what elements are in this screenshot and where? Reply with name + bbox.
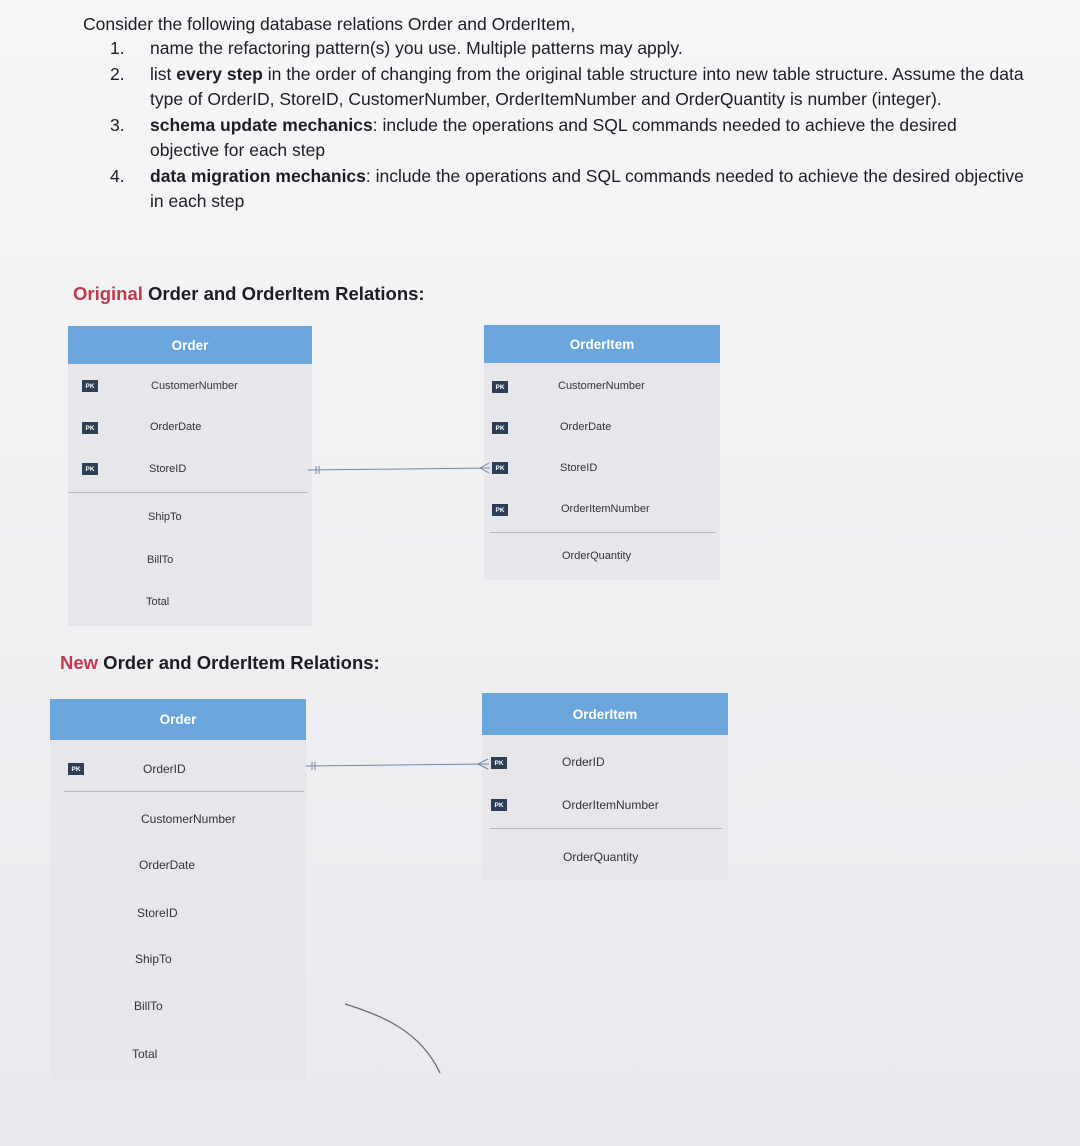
pk-badge: PK bbox=[492, 422, 508, 434]
field-customernumber: CustomerNumber bbox=[141, 812, 236, 826]
pk-badge: PK bbox=[82, 380, 98, 392]
field-customernumber: CustomerNumber bbox=[151, 380, 238, 392]
field-billto: BillTo bbox=[134, 999, 163, 1013]
field-billto: BillTo bbox=[147, 554, 174, 566]
field-orderid: OrderID bbox=[562, 755, 605, 769]
question-item bbox=[110, 62, 1030, 113]
new-order-table bbox=[50, 699, 306, 1079]
question-text: schema update mechanics: include the operations and SQL commands needed to achieve the desired objective for each step bbox=[150, 114, 957, 160]
question-number: 2. bbox=[110, 63, 125, 84]
question-list bbox=[110, 36, 1030, 215]
field-orderdate: OrderDate bbox=[560, 421, 612, 433]
field-orderid: OrderID bbox=[143, 762, 186, 776]
pk-badge: PK bbox=[492, 381, 508, 393]
question-item bbox=[110, 36, 1030, 62]
field-orderquantity: OrderQuantity bbox=[562, 550, 632, 562]
original-orderitem-header: OrderItem bbox=[484, 325, 720, 363]
question-text: name the refactoring pattern(s) you use. Multiple patterns may apply. bbox=[150, 38, 683, 58]
original-title-rest: Order and OrderItem Relations: bbox=[142, 283, 425, 304]
field-total: Total bbox=[146, 596, 170, 608]
field-orderitemnumber: OrderItemNumber bbox=[561, 503, 650, 515]
field-storeid: StoreID bbox=[137, 906, 178, 920]
pk-separator bbox=[490, 828, 722, 829]
field-orderitemnumber: OrderItemNumber bbox=[562, 798, 659, 812]
field-orderdate: OrderDate bbox=[150, 421, 202, 433]
pk-badge: PK bbox=[68, 763, 84, 775]
field-total: Total bbox=[132, 1047, 158, 1061]
field-storeid: StoreID bbox=[560, 462, 598, 474]
field-storeid: StoreID bbox=[149, 463, 187, 475]
original-orderitem-table bbox=[484, 325, 720, 580]
original-section-title bbox=[73, 283, 425, 305]
new-orderitem-header: OrderItem bbox=[482, 693, 728, 735]
pk-separator bbox=[68, 492, 308, 493]
pk-badge: PK bbox=[491, 757, 507, 769]
question-item bbox=[110, 164, 1030, 215]
field-shipto: ShipTo bbox=[148, 511, 182, 523]
question-text: list every step in the order of changing from the original table structure into new table structure. Assume the data type of OrderID, StoreID, CustomerNumber, OrderItemNumber and OrderQuantity is number (integer). bbox=[150, 63, 1024, 109]
pk-badge: PK bbox=[82, 422, 98, 434]
question-text: data migration mechanics: include the operations and SQL commands needed to achieve the desired objective in each step bbox=[150, 165, 1024, 211]
question-number: 3. bbox=[110, 114, 125, 135]
pk-separator bbox=[490, 532, 716, 533]
original-accent: Original bbox=[73, 283, 143, 304]
question-number: 1. bbox=[110, 38, 125, 58]
new-section-title bbox=[60, 652, 380, 674]
pk-badge: PK bbox=[492, 462, 508, 474]
new-order-header: Order bbox=[50, 699, 306, 740]
pk-separator bbox=[64, 791, 304, 792]
pk-badge: PK bbox=[82, 463, 98, 475]
pk-badge: PK bbox=[492, 504, 508, 516]
question-intro: Consider the following database relations Order and OrderItem, bbox=[83, 14, 576, 34]
new-title-rest: Order and OrderItem Relations: bbox=[98, 652, 380, 673]
field-orderdate: OrderDate bbox=[139, 858, 196, 872]
field-shipto: ShipTo bbox=[135, 952, 172, 966]
field-orderquantity: OrderQuantity bbox=[563, 850, 639, 864]
question-item bbox=[110, 113, 1030, 164]
question-number: 4. bbox=[110, 165, 125, 186]
field-customernumber: CustomerNumber bbox=[558, 380, 645, 392]
new-accent: New bbox=[60, 652, 99, 673]
pk-badge: PK bbox=[491, 799, 507, 811]
original-order-table bbox=[68, 326, 312, 626]
original-order-header: Order bbox=[68, 326, 312, 364]
